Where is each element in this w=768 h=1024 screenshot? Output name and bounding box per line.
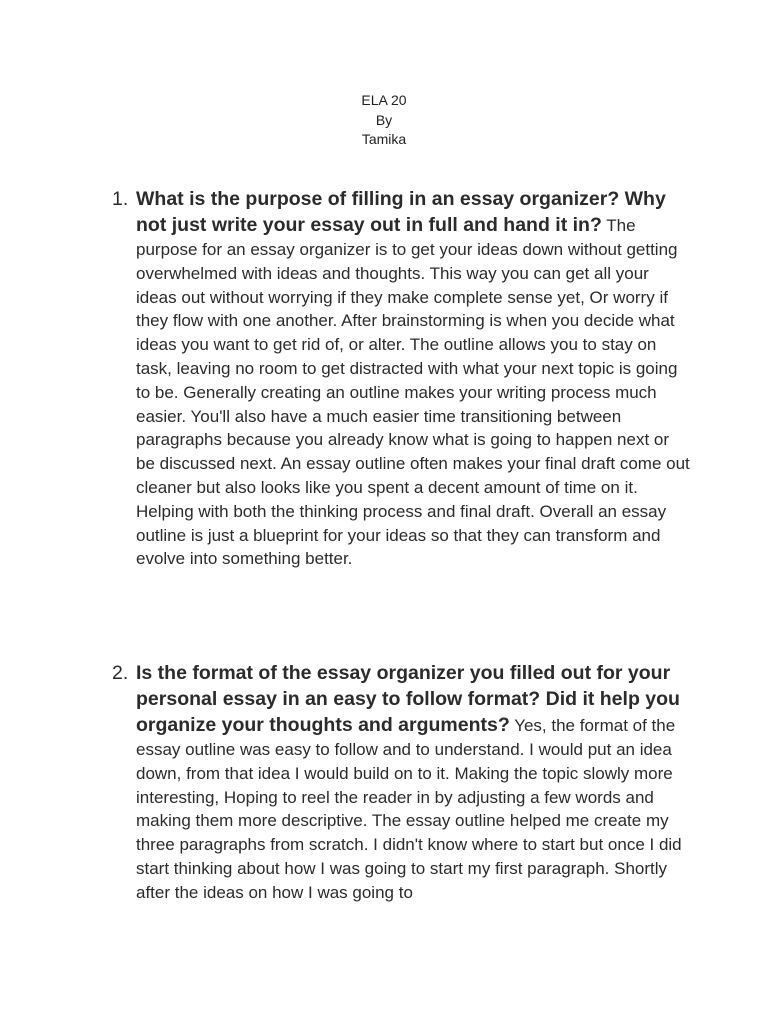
item-body bbox=[136, 186, 692, 571]
author-name: Tamika bbox=[361, 131, 407, 147]
item-body bbox=[136, 660, 692, 905]
answer-text: The purpose for an essay organizer is to get your ideas down without getting overwhelmed with ideas and thoughts. This way you can get all your ideas out without worrying if they make complete sense yet, Or worry if they flow with one another. After brainstorming is when you decide what ideas you want to get rid of, or alter. The outline allows you to stay on task, leaving no room to get distracted with what your next topic is going to be. Generally creating an outline makes your writing process much easier. You'll also have a much easier time transitioning between paragraphs because you already know what is going to happen next or be discussed next. An essay outline often makes your final draft come out cleaner but also looks like you spent a decent amount of time on it. Helping with both the thinking process and final draft. Overall an essay outline is just a blueprint for your ideas so that they can transform and evolve into something better. bbox=[136, 216, 690, 569]
answer-text: Yes, the format of the essay outline was easy to follow and to understand. I would put an idea down, from that idea I would build on to it. Making the topic slowly more interesting, Hoping to reel the reader in by adjusting a few words and making them more descriptive. The essay outline helped me create my three paragraphs from scratch. I didn't know where to start but once I did start thinking about how I was going to start my first paragraph. Shortly after the ideas on how I was going to bbox=[136, 716, 682, 902]
item-number: 1. bbox=[112, 188, 129, 210]
item-number: 2. bbox=[112, 662, 129, 684]
list-item bbox=[112, 660, 692, 905]
question-text: Is the format of the essay organizer you filled out for your personal essay in an easy to follow format? Did it help you organize your thoughts and arguments? bbox=[136, 662, 680, 736]
list-item bbox=[112, 186, 692, 571]
by-line: By bbox=[375, 111, 393, 128]
document-header bbox=[0, 91, 768, 150]
question-text: What is the purpose of filling in an essay organizer? Why not just write your essay out in full and hand it in? bbox=[136, 188, 666, 236]
course-title: ELA 20 bbox=[361, 92, 407, 108]
